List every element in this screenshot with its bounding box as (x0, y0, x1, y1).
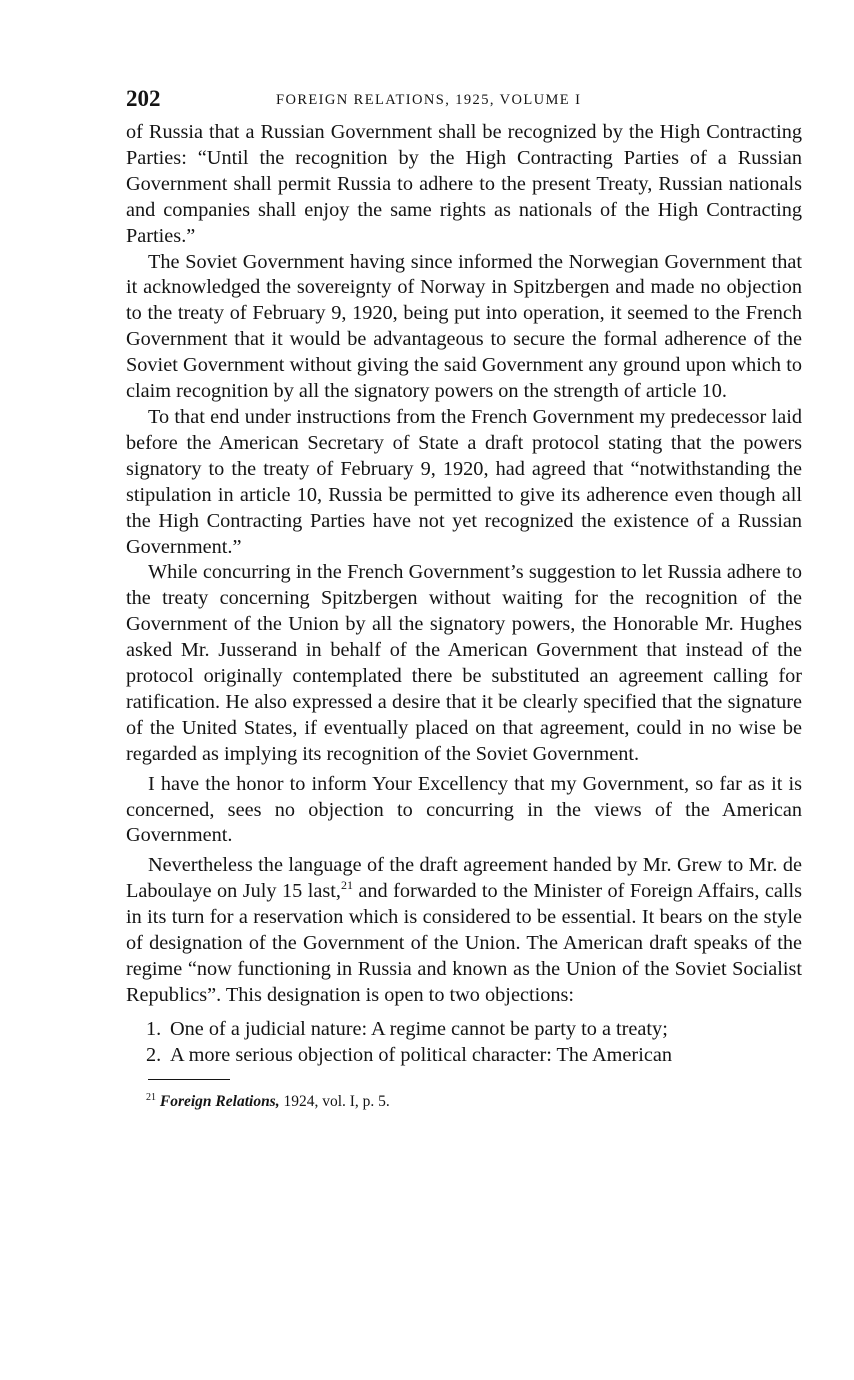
list-item (126, 1017, 802, 1043)
list-item-text: One of a judicial nature: A regime cannot be party to a treaty; (170, 1017, 668, 1040)
list-number: 1. (146, 1017, 162, 1040)
document-page (126, 86, 802, 1112)
page-number: 202 (126, 86, 161, 111)
paragraph: I have the honor to inform Your Excellency that my Government, so far as it is concerned, sees no objection to concurring in the views of the American Government. (126, 772, 802, 847)
list-item-text: A more serious objection of political character: The American (170, 1043, 672, 1066)
paragraph-text: Nevertheless the language of the draft agreement handed by Mr. Grew to Mr. de Laboulaye on July 15 last, (126, 854, 802, 903)
paragraph-with-footnote-ref (126, 853, 802, 1008)
paragraph-text: and forwarded to the Minister of Foreign Affairs, calls in its turn for a reservation which is considered to be essential. It bears on the style of designation of the Government of the Union. The American draft speaks of the regime “now functioning in Russia and known as the Union of the Soviet Socialist Republics”. This designation is open to two objections: (126, 880, 803, 1006)
paragraph: The Soviet Government having since informed the Norwegian Government that it acknowledged the sovereignty of Norway in Spitzbergen and made no objection to the treaty of February 9, 1920, being put into operation, it seemed to the French Government that it would be advantageous to secure the formal adherence of the Soviet Government without giving the said Government any ground upon which to claim recognition by all the signatory powers on the strength of article 10. (126, 250, 802, 403)
objections-list (126, 1017, 802, 1069)
running-head: FOREIGN RELATIONS, 1925, VOLUME I (276, 92, 582, 108)
footnote-marker: 21 (146, 1091, 156, 1103)
paragraph: of Russia that a Russian Government shall be recognized by the High Contracting Parties: “Until the recognition by the High Contracting Parties of a Russian Government shall permit Russia to adhere to the present Treaty, Russian nationals and companies shall enjoy the same rights as nationals of the High Contracting Parties.” (126, 121, 802, 247)
body-text (126, 120, 802, 1069)
footnote-divider (148, 1079, 230, 1080)
list-number: 2. (146, 1043, 162, 1066)
footnote-reference[interactable]: 21 (340, 878, 353, 893)
footnote (146, 1088, 802, 1112)
footnote-citation: 1924, vol. I, p. 5. (279, 1092, 390, 1110)
page-header (126, 86, 802, 118)
footnote-title: Foreign Relations, (159, 1092, 280, 1110)
paragraph: While concurring in the French Government’s suggestion to let Russia adhere to the treaty concerning Spitzbergen without waiting for the recognition of the Government of the Union by all the signatory powers, the Honorable Mr. Hughes asked Mr. Jusserand in behalf of the American Government that instead of the protocol originally contemplated there be substituted an agreement calling for ratification. He also expressed a desire that it be clearly specified that the signature of the United States, if eventually placed on that agreement, could in no wise be regarded as implying its recognition of the Soviet Government. (126, 561, 802, 765)
list-item (126, 1043, 802, 1069)
paragraph: To that end under instructions from the French Government my predecessor laid before the American Secretary of State a draft protocol stating that the powers signatory to the treaty of February 9, 1920, had agreed that “notwithstanding the stipulation in article 10, Russia be permitted to give its adherence even though all the High Contracting Parties have not yet recognized the existence of a Russian Government.” (126, 405, 802, 558)
